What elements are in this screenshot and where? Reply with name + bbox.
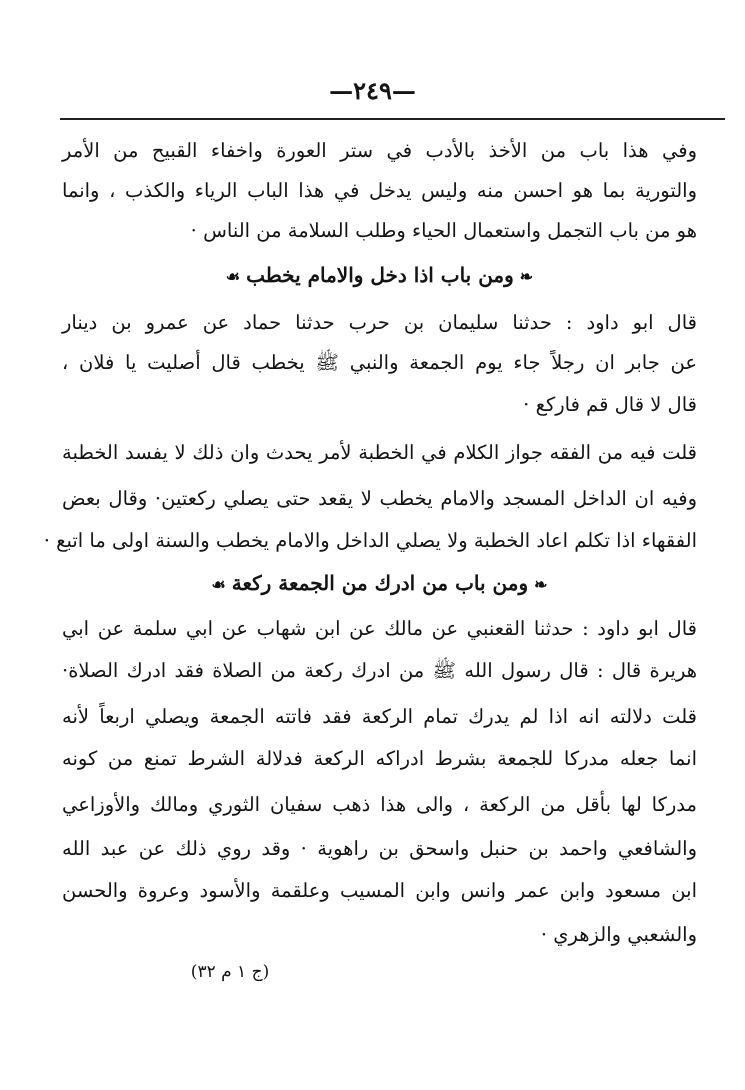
text-line: هريرة قال : قال رسول الله ﷺ من ادرك ركعة من الصلاة فقد ادرك الصلاة·: [62, 659, 697, 682]
text-line: وفي هذا باب من الأخذ بالأدب في ستر العورة واخفاء القبيح من الأمر: [62, 139, 697, 162]
ornament-icon: ☙: [225, 267, 241, 286]
ornament-icon: ❧: [519, 267, 534, 286]
section-heading-text: ومن باب اذا دخل والامام يخطب: [246, 263, 514, 287]
text-line: قال ابو داود : حدثنا سليمان بن حرب حدثنا حماد عن عمرو بن دينار: [62, 311, 697, 334]
header-rule: [60, 118, 725, 120]
text-line: قال لا قال قم فاركع ·: [523, 393, 697, 416]
text-line: والشعبي والزهري ·: [540, 923, 697, 946]
page-number: —٢٤٩—: [329, 76, 416, 105]
text-line: هو من باب التجمل واستعمال الحياء وطلب السلامة من الناس ·: [190, 219, 697, 242]
text-line: قال ابو داود : حدثنا القعنبي عن مالك عن ابن شهاب عن ابي سلمة عن ابي: [62, 617, 697, 640]
text-line: الفقهاء اذا تكلم اعاد الخطبة ولا يصلي الداخل والامام يخطب والسنة اولى ما اتبع ·: [43, 529, 697, 552]
text-line: عن جابر ان رجلاً جاء يوم الجمعة والنبي ﷺ يخطب قال أصليت يا فلان ،: [62, 351, 697, 374]
text-line: قلت دلالته انه اذا لم يدرك تمام الركعة فقد فاتته الجمعة ويصلي اربعاً لأنه: [62, 705, 697, 728]
text-line: قلت فيه من الفقه جواز الكلام في الخطبة لأمر يحدث وان ذلك لا يفسد الخطبة: [62, 441, 697, 464]
ornament-icon: ❧: [534, 575, 548, 594]
text-line: مدركا لها بأقل من الركعة ، والى هذا ذهب سفيان الثوري ومالك والأوزاعي: [62, 793, 697, 816]
section-heading-text: ومن باب من ادرك من الجمعة ركعة: [231, 571, 529, 595]
section-heading: [62, 260, 697, 290]
text-line: وفيه ان الداخل المسجد والامام يخطب لا يقعد حتى يصلي ركعتين· وقال بعض: [62, 487, 697, 510]
text-line: والتورية بما هو احسن منه وليس يدخل في هذا الباب الرياء والكذب ، وانما: [62, 179, 697, 202]
text-line: ابن مسعود وابن عمر وانس وابن المسيب وعلقمة والأسود وعروة والحسن: [62, 879, 697, 902]
text-line: والشافعي واحمد بن حنبل واسحق بن راهوية · وقد روي ذلك عن عبد الله: [62, 837, 697, 860]
section-heading: [62, 568, 697, 598]
ornament-icon: ☙: [211, 575, 226, 594]
text-line: انما جعله مدركا للجمعة بشرط ادراكه الركعة فدلالة الشرط تمنع من كونه: [62, 747, 697, 770]
signature-mark: (ج ١ م ٣٢): [190, 962, 270, 982]
